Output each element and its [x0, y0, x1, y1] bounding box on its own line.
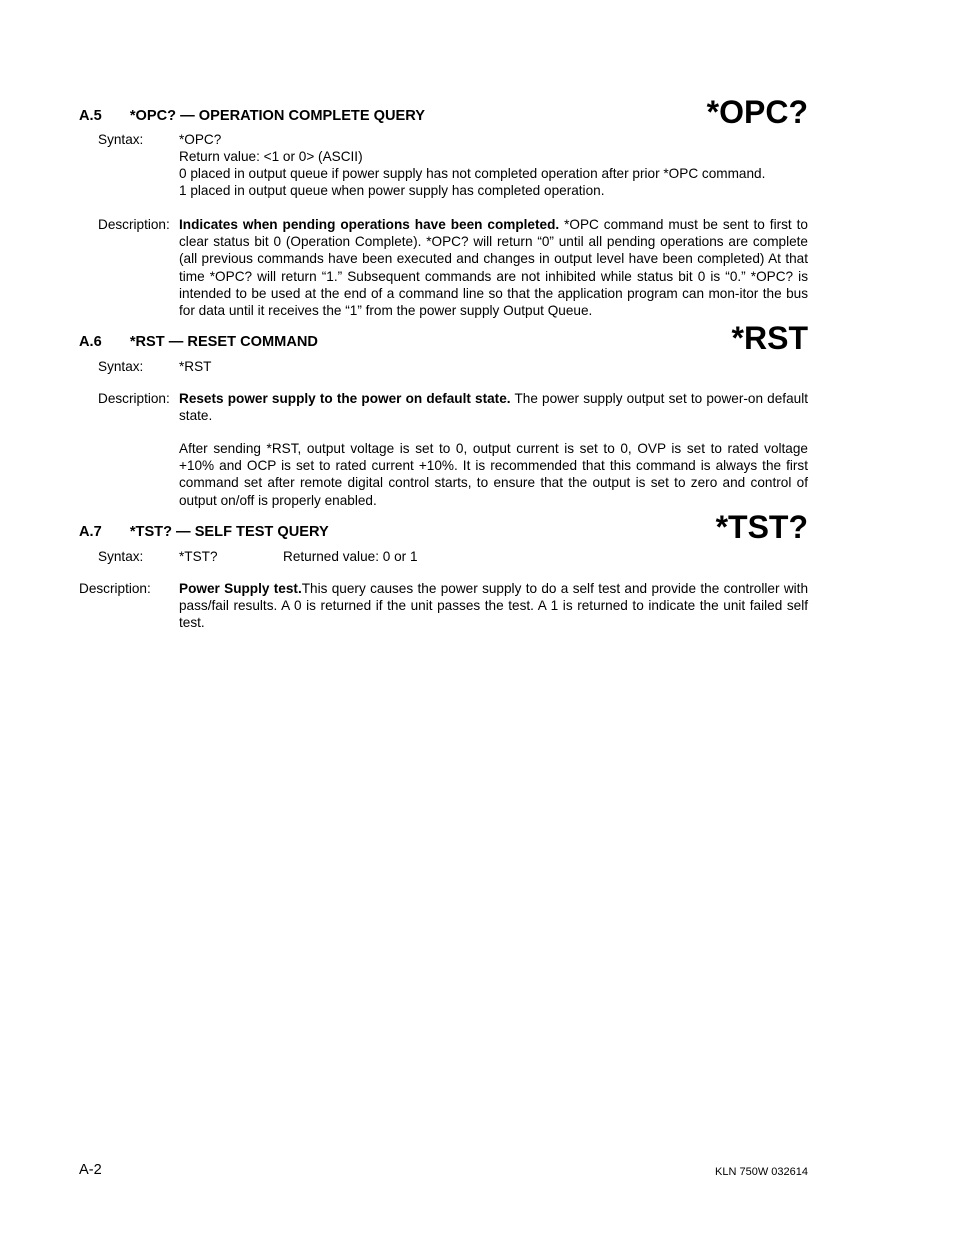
- section-a5-syntax-block: [179, 131, 819, 199]
- section-a6-big-label: *RST: [731, 320, 808, 356]
- syntax-line: *OPC?: [179, 132, 222, 147]
- syntax-line: Return value: <1 or 0> (ASCII): [179, 149, 363, 164]
- section-a7-big-label: *TST?: [715, 509, 808, 545]
- section-a7-title: *TST? — SELF TEST QUERY: [129, 524, 329, 540]
- section-a6-description-label: Description:: [98, 391, 170, 406]
- section-a7-description-bold: Power Supply test.: [179, 581, 302, 596]
- section-a7-syntax-value: *TST?: [179, 549, 218, 564]
- section-a7-syntax-label: Syntax:: [98, 549, 144, 564]
- section-a6-title: *RST — RESET COMMAND: [129, 334, 318, 350]
- syntax-line: 1 placed in output queue when power supply has completed operation.: [179, 183, 605, 198]
- section-a7-description-text: This query causes the power supply to do a self test and provide the controller with pass/fail results. A 0 is returned if the unit passes the test. A 1 is returned to indicate the unit failed self test.: [179, 581, 808, 631]
- section-a5-number: A.5: [79, 108, 102, 124]
- section-a6-heading: [79, 334, 318, 350]
- section-a6-number: A.6: [79, 334, 102, 350]
- syntax-line: 0 placed in output queue if power supply has not completed operation after prior *OPC command.: [179, 166, 766, 181]
- section-a5-description-bold: Indicates when pending operations have been completed.: [179, 217, 560, 232]
- footer-page-number: A-2: [79, 1162, 102, 1178]
- section-a5-heading: [79, 108, 425, 124]
- section-a7-number: A.7: [79, 524, 102, 540]
- section-a5-syntax-label: Syntax:: [98, 132, 144, 147]
- section-a7-description: [179, 580, 808, 632]
- section-a5-title: *OPC? — OPERATION COMPLETE QUERY: [129, 108, 425, 124]
- section-a6-description-para2: After sending *RST, output voltage is set to 0, output current is set to 0, OVP is set to rated voltage +10% and OCP is set to rated current +10%. It is recommended that this command is always the first command set after remote digital control starts, to ensure that the output is set to zero and control of output on/off is properly enabled.: [179, 441, 808, 508]
- section-a7-syntax-return: Returned value: 0 or 1: [283, 549, 418, 564]
- section-a5-description-label: Description:: [98, 217, 170, 232]
- section-a6-description-bold: Resets power supply to the power on default state.: [179, 391, 511, 406]
- section-a6-description-text: The power supply output set to power-on default state.: [179, 391, 808, 424]
- footer-doc-id: KLN 750W 032614: [715, 1166, 808, 1178]
- section-a6-syntax-label: Syntax:: [98, 359, 144, 374]
- section-a5-description-text: *OPC command must be sent to first to clear status bit 0 (Operation Complete). *OPC? will return “0” until all pending operations are complete (all previous commands have been executed and changes in output level have been completed) At that time *OPC? will return “1.” Subsequent commands are not inhibited while status bit 0 is “0.” *OPC? is intended to be used at the end of a command line so that the application program can mon-itor the bus for data until it receives the “1” from the power supply Output Queue.: [179, 217, 808, 319]
- section-a5-big-label: *OPC?: [706, 94, 808, 130]
- section-a7-description-label: Description:: [79, 581, 151, 596]
- section-a7-heading: [79, 524, 329, 540]
- section-a6-syntax-value: *RST: [179, 359, 212, 374]
- section-a5-description: [179, 216, 808, 319]
- section-a6-description: [179, 390, 808, 424]
